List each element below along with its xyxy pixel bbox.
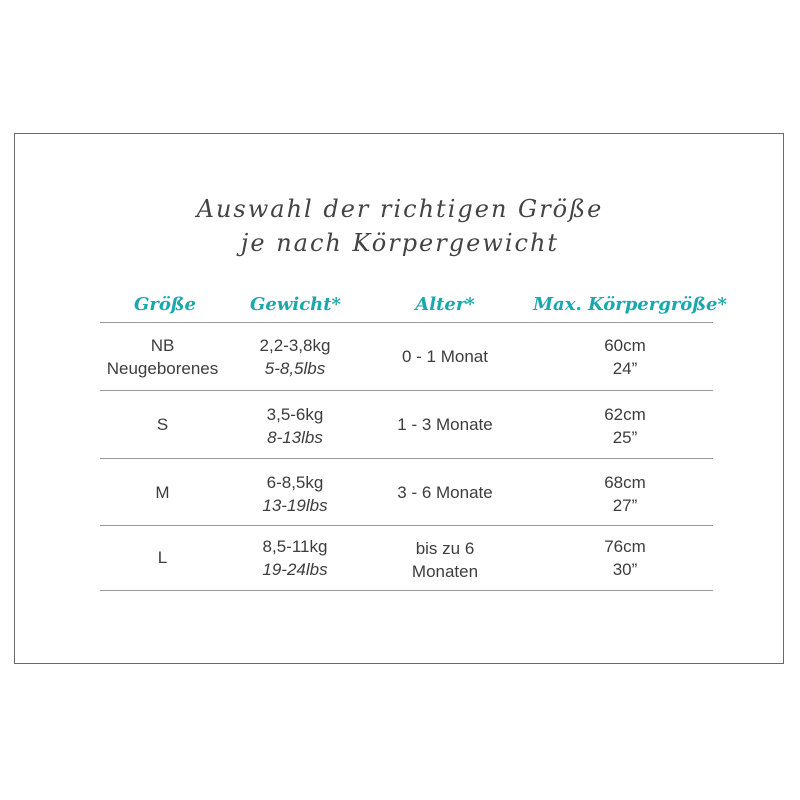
cell-age: 0 - 1 Monat xyxy=(402,347,488,366)
header-weight: Gewicht* xyxy=(250,294,341,315)
header-divider xyxy=(100,322,713,323)
cell-age: 1 - 3 Monate xyxy=(397,415,493,434)
cell-age: 3 - 6 Monate xyxy=(397,483,493,502)
chart-title-line-1: Auswahl der richtigen Größe xyxy=(196,195,604,223)
header-size: Größe xyxy=(134,294,196,315)
row-divider xyxy=(100,390,713,391)
cell-weight: 6-8,5kg 13-19lbs xyxy=(262,473,328,515)
cell-weight: 2,2-3,8kg 5-8,5lbs xyxy=(259,336,331,378)
cell-weight: 3,5-6kg 8-13lbs xyxy=(266,405,324,447)
header-max-height: Max. Körpergröße* xyxy=(533,294,727,315)
row-divider xyxy=(100,525,713,526)
cell-height: 76cm 30” xyxy=(604,537,646,579)
cell-size: M xyxy=(155,483,170,502)
cell-size: L xyxy=(157,548,168,567)
header-age: Alter* xyxy=(415,294,475,315)
cell-height: 68cm 27” xyxy=(604,473,646,515)
row-divider xyxy=(100,590,713,591)
row-divider xyxy=(100,458,713,459)
cell-size: S xyxy=(156,415,169,434)
cell-age: bis zu 6 Monaten xyxy=(411,539,479,581)
cell-height: 62cm 25” xyxy=(604,405,646,447)
chart-title-line-2: je nach Körpergewicht xyxy=(240,229,560,257)
cell-size: NB Neugeborenes xyxy=(106,336,219,378)
cell-weight: 8,5-11kg 19-24lbs xyxy=(262,537,328,579)
cell-height: 60cm 24” xyxy=(604,336,646,378)
